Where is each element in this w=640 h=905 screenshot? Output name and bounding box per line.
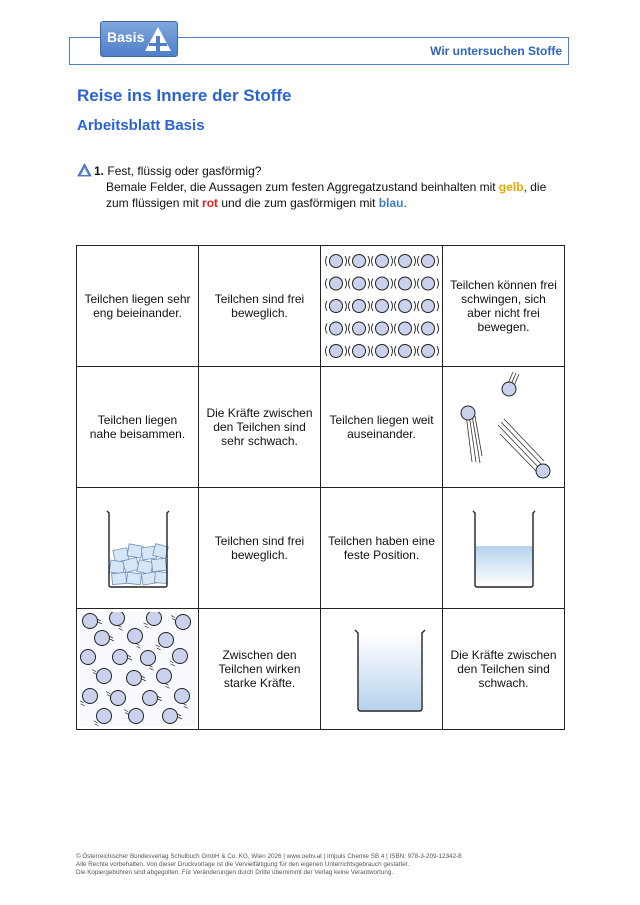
color-word-blue: blau [378, 196, 404, 210]
particle [348, 277, 369, 290]
statement-text: Die Kräfte zwischen den Teilchen sind sehr schwach. [206, 406, 313, 448]
particle [325, 255, 346, 268]
task-text: zum flüssigen mit [106, 196, 203, 210]
particle [394, 322, 415, 335]
particle [325, 300, 346, 313]
particle [348, 322, 369, 335]
statement-text: Teilchen können frei schwingen, sich aber nicht frei bewegen. [450, 278, 557, 334]
grid-cell[interactable] [321, 609, 443, 730]
particle [325, 345, 346, 358]
grid-cell[interactable] [199, 246, 321, 367]
particle [348, 300, 369, 313]
grid-cell[interactable] [77, 246, 199, 367]
task-text: und die zum gasförmigen mit [218, 196, 379, 210]
grid-cell[interactable] [321, 246, 443, 367]
footer [76, 853, 462, 877]
statement-text: Teilchen haben eine feste Position. [328, 534, 435, 562]
statement-text: Teilchen sind frei beweglich. [214, 292, 305, 320]
statement-text: Teilchen liegen sehr eng beieinander. [84, 292, 191, 320]
grid-cell[interactable] [443, 246, 565, 367]
vibrating-particles-illustration [324, 249, 440, 363]
worksheet-grid [76, 245, 565, 730]
particle [371, 277, 392, 290]
particle [394, 277, 415, 290]
task-instructions [94, 163, 546, 211]
grid-cell[interactable] [443, 609, 565, 730]
gas-particles-illustration [446, 370, 562, 484]
grid-cell[interactable] [321, 367, 443, 488]
particle [371, 322, 392, 335]
statement-text: Die Kräfte zwischen den Teilchen sind schwach. [450, 648, 557, 690]
footer-rights: Alle Rechte vorbehalten. Von dieser Druckvorlage ist die Vervielfältigung für den eigenen Unterrichtsgebrauch gestattet. [76, 861, 410, 868]
particle [417, 322, 438, 335]
color-word-yellow: gelb [498, 180, 524, 194]
particle [371, 300, 392, 313]
grid-cell[interactable] [199, 367, 321, 488]
particle [417, 255, 438, 268]
particle [417, 277, 438, 290]
task-text: . [403, 196, 407, 210]
particle [80, 650, 96, 665]
footer-fees: Die Kopiergebühren sind abgegolten. Für Veränderungen durch Dritte übernimmt der Verlag keine Verantwortung. [76, 869, 394, 876]
color-word-red: rot [202, 196, 219, 210]
particle [371, 255, 392, 268]
particle [325, 322, 346, 335]
grid-cell[interactable] [199, 488, 321, 609]
task-text: Bemale Felder, die Aussagen zum festen Aggregatzustand beinhalten mit [106, 180, 499, 194]
empty-liquid-beaker-illustration [324, 612, 440, 726]
particle [417, 300, 438, 313]
header-title: Wir untersuchen Stoffe [430, 44, 562, 58]
statement-text: Zwischen den Teilchen wirken starke Kräfte. [218, 648, 301, 690]
footer-copyright: © Österreichischer Bundesverlag Schulbuch GmbH & Co. KG, Wien 2026 | www.oebv.at | Impuls Chemie SB 4 | ISBN: 978-3-209-12342-8 [76, 853, 462, 860]
particle [325, 277, 346, 290]
statement-text: Teilchen liegen nahe beisammen. [89, 413, 186, 441]
particle [371, 345, 392, 358]
grid-cell[interactable] [321, 488, 443, 609]
basis-logo [100, 21, 178, 57]
task-text: , die [523, 180, 547, 194]
task-line-3 [94, 195, 546, 211]
ice-in-beaker-illustration [80, 491, 196, 605]
liquid-beaker-illustration [446, 491, 562, 605]
task-question: Fest, flüssig oder gasförmig? [107, 164, 262, 178]
particle [417, 345, 438, 358]
logo-text: Basis [107, 29, 145, 45]
liquid-particles-illustration [80, 612, 196, 726]
particle [394, 345, 415, 358]
particle [394, 255, 415, 268]
basis-triangle-icon [77, 163, 92, 177]
grid-cell[interactable] [443, 488, 565, 609]
triangle-logo-icon [143, 25, 173, 53]
grid-cell[interactable] [199, 609, 321, 730]
grid-cell[interactable] [77, 367, 199, 488]
particle [394, 300, 415, 313]
task-line-2 [94, 179, 546, 195]
page-subtitle: Arbeitsblatt Basis [77, 117, 205, 134]
particle [348, 255, 369, 268]
particle [348, 345, 369, 358]
statement-text: Teilchen liegen weit auseinander. [329, 413, 434, 441]
statement-text: Teilchen sind frei beweglich. [214, 534, 305, 562]
grid-cell[interactable] [443, 367, 565, 488]
task-question-line [94, 163, 546, 179]
task-number: 1. [94, 164, 105, 178]
page-title: Reise ins Innere der Stoffe [77, 86, 292, 105]
grid-cell[interactable] [77, 609, 199, 730]
grid-cell[interactable] [77, 488, 199, 609]
